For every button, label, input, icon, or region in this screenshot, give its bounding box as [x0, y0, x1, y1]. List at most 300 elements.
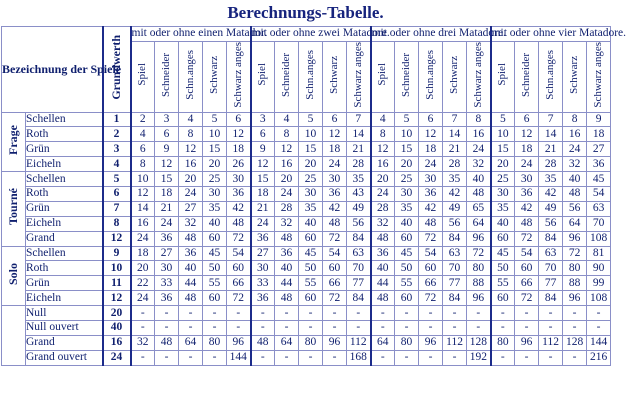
- value-cell: 12: [131, 187, 155, 202]
- value-cell: 72: [563, 246, 587, 261]
- value-cell: -: [347, 321, 371, 336]
- value-cell: 5: [203, 112, 227, 127]
- category-label: Solo: [6, 262, 20, 285]
- base-value: 4: [103, 157, 131, 172]
- value-cell: 12: [251, 157, 275, 172]
- value-cell: 80: [395, 335, 419, 350]
- value-cell: -: [395, 306, 419, 321]
- value-cell: 35: [539, 172, 563, 187]
- value-cell: 50: [395, 261, 419, 276]
- value-cell: 8: [275, 127, 299, 142]
- value-cell: -: [563, 321, 587, 336]
- value-cell: 77: [347, 276, 371, 291]
- header-subcol: [395, 41, 419, 112]
- value-cell: 6: [131, 142, 155, 157]
- base-value: 1: [103, 112, 131, 127]
- base-value: 9: [103, 246, 131, 261]
- value-cell: -: [515, 306, 539, 321]
- value-cell: 72: [227, 291, 251, 306]
- value-cell: 54: [515, 246, 539, 261]
- value-cell: 60: [203, 291, 227, 306]
- value-cell: 70: [587, 216, 611, 231]
- game-name: Roth: [26, 187, 103, 202]
- header-subcol: [179, 41, 203, 112]
- value-cell: 48: [275, 291, 299, 306]
- value-cell: -: [131, 306, 155, 321]
- value-cell: 43: [347, 187, 371, 202]
- value-cell: 32: [371, 216, 395, 231]
- value-cell: 12: [371, 142, 395, 157]
- header-subcol-label: Schneider: [280, 52, 292, 97]
- value-cell: 45: [395, 246, 419, 261]
- value-cell: 16: [563, 127, 587, 142]
- value-cell: 64: [179, 335, 203, 350]
- value-cell: 72: [419, 231, 443, 246]
- value-cell: 21: [347, 142, 371, 157]
- category-cell: [2, 306, 26, 366]
- value-cell: -: [563, 306, 587, 321]
- value-cell: 15: [203, 142, 227, 157]
- value-cell: 36: [587, 157, 611, 172]
- value-cell: -: [491, 306, 515, 321]
- value-cell: 108: [587, 291, 611, 306]
- value-cell: 45: [299, 246, 323, 261]
- value-cell: 70: [443, 261, 467, 276]
- value-cell: 66: [515, 276, 539, 291]
- value-cell: 24: [251, 216, 275, 231]
- value-cell: -: [227, 321, 251, 336]
- value-cell: 42: [539, 187, 563, 202]
- value-cell: 25: [203, 172, 227, 187]
- value-cell: 49: [347, 201, 371, 216]
- value-cell: 40: [371, 261, 395, 276]
- value-cell: 21: [251, 201, 275, 216]
- value-cell: 70: [539, 261, 563, 276]
- value-cell: 35: [203, 201, 227, 216]
- value-cell: 144: [227, 350, 251, 365]
- value-cell: 50: [491, 261, 515, 276]
- header-subcol-label: Schneider: [400, 52, 413, 97]
- value-cell: 48: [323, 216, 347, 231]
- value-cell: 112: [539, 335, 563, 350]
- value-cell: 25: [491, 172, 515, 187]
- table-row: [2, 335, 611, 350]
- header-group-1: mit oder ohne einen Matador.: [131, 27, 251, 42]
- value-cell: -: [323, 306, 347, 321]
- base-value: 11: [103, 276, 131, 291]
- value-cell: 48: [251, 335, 275, 350]
- value-cell: 10: [299, 127, 323, 142]
- base-value: 40: [103, 321, 131, 336]
- value-cell: 66: [419, 276, 443, 291]
- value-cell: 112: [347, 335, 371, 350]
- value-cell: 36: [275, 246, 299, 261]
- value-cell: 24: [419, 157, 443, 172]
- value-cell: 66: [227, 276, 251, 291]
- category-cell: [2, 172, 26, 246]
- value-cell: 20: [275, 172, 299, 187]
- header-subcol-label: Schn.anges: [304, 49, 316, 100]
- value-cell: 84: [539, 291, 563, 306]
- value-cell: 60: [395, 291, 419, 306]
- value-cell: 27: [251, 246, 275, 261]
- value-cell: 15: [491, 142, 515, 157]
- value-cell: 8: [371, 127, 395, 142]
- value-cell: 36: [515, 187, 539, 202]
- value-cell: 42: [443, 187, 467, 202]
- value-cell: 24: [275, 187, 299, 202]
- value-cell: 40: [563, 172, 587, 187]
- value-cell: 63: [347, 246, 371, 261]
- value-cell: 60: [491, 291, 515, 306]
- base-value: 3: [103, 142, 131, 157]
- value-cell: 90: [587, 261, 611, 276]
- value-cell: 25: [299, 172, 323, 187]
- value-cell: -: [275, 350, 299, 365]
- value-cell: -: [347, 306, 371, 321]
- value-cell: 20: [371, 172, 395, 187]
- value-cell: 80: [563, 261, 587, 276]
- value-cell: 16: [467, 127, 491, 142]
- value-cell: 88: [563, 276, 587, 291]
- value-cell: -: [491, 321, 515, 336]
- value-cell: 14: [539, 127, 563, 142]
- value-cell: 7: [443, 112, 467, 127]
- calculation-table: [1, 26, 626, 366]
- value-cell: -: [203, 321, 227, 336]
- value-cell: 50: [203, 261, 227, 276]
- value-cell: 2: [131, 112, 155, 127]
- value-cell: 27: [155, 246, 179, 261]
- header-subcol: [227, 41, 251, 112]
- value-cell: 84: [443, 231, 467, 246]
- value-cell: 42: [419, 201, 443, 216]
- value-cell: 18: [155, 187, 179, 202]
- value-cell: 80: [491, 335, 515, 350]
- value-cell: -: [251, 350, 275, 365]
- header-subcol: [539, 41, 563, 112]
- base-value: 6: [103, 187, 131, 202]
- value-cell: 6: [155, 127, 179, 142]
- value-cell: 48: [563, 187, 587, 202]
- value-cell: 36: [323, 187, 347, 202]
- value-cell: 9: [251, 142, 275, 157]
- value-cell: 99: [587, 276, 611, 291]
- header-subcol-label: Schwarz: [328, 55, 340, 94]
- value-cell: 63: [587, 201, 611, 216]
- value-cell: 32: [131, 335, 155, 350]
- value-cell: 30: [155, 261, 179, 276]
- value-cell: 24: [131, 231, 155, 246]
- value-cell: 35: [347, 172, 371, 187]
- value-cell: 64: [563, 216, 587, 231]
- header-subcol: [131, 41, 155, 112]
- value-cell: 45: [491, 246, 515, 261]
- value-cell: 9: [155, 142, 179, 157]
- value-cell: 40: [203, 216, 227, 231]
- game-name: Grün: [26, 276, 103, 291]
- value-cell: 28: [275, 201, 299, 216]
- value-cell: -: [299, 306, 323, 321]
- value-cell: 42: [515, 201, 539, 216]
- value-cell: 80: [203, 335, 227, 350]
- game-name: Schellen: [26, 246, 103, 261]
- value-cell: 30: [491, 187, 515, 202]
- value-cell: 6: [323, 112, 347, 127]
- value-cell: -: [155, 306, 179, 321]
- value-cell: 18: [587, 127, 611, 142]
- value-cell: -: [323, 321, 347, 336]
- header-subcol: [347, 41, 371, 112]
- base-value: 10: [103, 261, 131, 276]
- value-cell: 36: [251, 291, 275, 306]
- table-row: [2, 231, 611, 246]
- value-cell: 96: [227, 335, 251, 350]
- header-subcol-label: Schwarz anges: [592, 41, 605, 108]
- page-title: Berechnungs-Tabelle.: [227, 3, 384, 22]
- value-cell: 8: [563, 112, 587, 127]
- value-cell: 36: [179, 246, 203, 261]
- value-cell: 72: [467, 246, 491, 261]
- category-label: Frage: [6, 124, 20, 155]
- value-cell: 45: [203, 246, 227, 261]
- value-cell: 26: [227, 157, 251, 172]
- game-name: Eicheln: [26, 291, 103, 306]
- value-cell: 72: [323, 231, 347, 246]
- value-cell: 15: [155, 172, 179, 187]
- value-cell: -: [539, 306, 563, 321]
- value-cell: 10: [491, 127, 515, 142]
- table-row: [2, 216, 611, 231]
- value-cell: -: [563, 350, 587, 365]
- value-cell: -: [395, 321, 419, 336]
- value-cell: 56: [563, 201, 587, 216]
- value-cell: 14: [443, 127, 467, 142]
- base-value: 5: [103, 172, 131, 187]
- value-cell: 40: [395, 216, 419, 231]
- value-cell: 6: [515, 112, 539, 127]
- game-name: Grün: [26, 142, 103, 157]
- value-cell: 32: [467, 157, 491, 172]
- value-cell: 48: [371, 231, 395, 246]
- value-cell: 40: [275, 261, 299, 276]
- value-cell: 30: [227, 172, 251, 187]
- value-cell: 18: [419, 142, 443, 157]
- value-cell: 56: [443, 216, 467, 231]
- value-cell: 32: [563, 157, 587, 172]
- value-cell: 77: [443, 276, 467, 291]
- value-cell: 80: [299, 335, 323, 350]
- value-cell: -: [443, 321, 467, 336]
- value-cell: 72: [515, 291, 539, 306]
- value-cell: 24: [323, 157, 347, 172]
- header-subcol: [323, 41, 347, 112]
- table-row: [2, 350, 611, 365]
- value-cell: 64: [467, 216, 491, 231]
- value-cell: 7: [539, 112, 563, 127]
- value-cell: 8: [179, 127, 203, 142]
- value-cell: 14: [347, 127, 371, 142]
- header-subcol: [299, 41, 323, 112]
- value-cell: 49: [443, 201, 467, 216]
- value-cell: 66: [323, 276, 347, 291]
- value-cell: 84: [443, 291, 467, 306]
- value-cell: 5: [395, 112, 419, 127]
- header-grundwerth-label: Grundwerth: [109, 34, 123, 100]
- value-cell: 48: [515, 216, 539, 231]
- header-game-name: Bezeichnung der Spiele: [2, 27, 103, 113]
- value-cell: 55: [299, 276, 323, 291]
- value-cell: 18: [251, 187, 275, 202]
- value-cell: 35: [443, 172, 467, 187]
- value-cell: 36: [419, 187, 443, 202]
- value-cell: -: [491, 350, 515, 365]
- value-cell: 7: [347, 112, 371, 127]
- base-value: 8: [103, 216, 131, 231]
- header-subcol: [467, 41, 491, 112]
- value-cell: 96: [323, 335, 347, 350]
- value-cell: 12: [419, 127, 443, 142]
- value-cell: -: [371, 350, 395, 365]
- value-cell: 60: [395, 231, 419, 246]
- value-cell: 14: [131, 201, 155, 216]
- value-cell: 65: [467, 201, 491, 216]
- header-subcol-label: Spiel: [496, 63, 509, 87]
- table-row: [2, 306, 611, 321]
- value-cell: 144: [587, 335, 611, 350]
- value-cell: 16: [131, 216, 155, 231]
- header-subcol-label: Schneider: [520, 52, 533, 97]
- value-cell: -: [371, 321, 395, 336]
- value-cell: 35: [491, 201, 515, 216]
- game-name: Null: [26, 306, 103, 321]
- value-cell: -: [323, 350, 347, 365]
- value-cell: 30: [203, 187, 227, 202]
- value-cell: 60: [491, 231, 515, 246]
- value-cell: -: [539, 321, 563, 336]
- value-cell: 50: [299, 261, 323, 276]
- value-cell: 6: [251, 127, 275, 142]
- header-group-4: mit oder ohne vier Matadore.: [491, 27, 611, 42]
- category-cell: [2, 112, 26, 172]
- value-cell: 18: [131, 246, 155, 261]
- value-cell: 84: [347, 231, 371, 246]
- value-cell: 63: [539, 246, 563, 261]
- value-cell: 60: [299, 291, 323, 306]
- value-cell: 5: [299, 112, 323, 127]
- value-cell: 24: [371, 187, 395, 202]
- value-cell: 24: [155, 216, 179, 231]
- value-cell: -: [251, 306, 275, 321]
- value-cell: -: [443, 306, 467, 321]
- game-name: Schellen: [26, 172, 103, 187]
- header-subcol: [563, 41, 587, 112]
- value-cell: 24: [179, 187, 203, 202]
- value-cell: 24: [515, 157, 539, 172]
- value-cell: -: [179, 350, 203, 365]
- value-cell: 72: [227, 231, 251, 246]
- value-cell: 96: [515, 335, 539, 350]
- value-cell: 96: [563, 231, 587, 246]
- value-cell: -: [203, 350, 227, 365]
- value-cell: 30: [419, 172, 443, 187]
- header-subcol-label: Schwarz anges: [351, 41, 364, 108]
- value-cell: 44: [371, 276, 395, 291]
- value-cell: -: [299, 350, 323, 365]
- game-name: Grün: [26, 201, 103, 216]
- value-cell: -: [275, 321, 299, 336]
- value-cell: -: [467, 306, 491, 321]
- value-cell: 96: [467, 291, 491, 306]
- value-cell: 28: [539, 157, 563, 172]
- value-cell: 88: [467, 276, 491, 291]
- value-cell: 168: [347, 350, 371, 365]
- value-cell: 21: [539, 142, 563, 157]
- value-cell: 10: [203, 127, 227, 142]
- value-cell: 4: [179, 112, 203, 127]
- header-subcol-label: Schwarz anges: [471, 41, 484, 108]
- value-cell: 42: [323, 201, 347, 216]
- value-cell: 55: [395, 276, 419, 291]
- value-cell: 4: [371, 112, 395, 127]
- value-cell: 3: [155, 112, 179, 127]
- value-cell: 32: [275, 216, 299, 231]
- value-cell: -: [203, 306, 227, 321]
- value-cell: 24: [563, 142, 587, 157]
- value-cell: 20: [395, 157, 419, 172]
- value-cell: 54: [323, 246, 347, 261]
- table-row: [2, 172, 611, 187]
- value-cell: 20: [491, 157, 515, 172]
- value-cell: 36: [251, 231, 275, 246]
- table-row: [2, 276, 611, 291]
- value-cell: 60: [203, 231, 227, 246]
- value-cell: 21: [155, 201, 179, 216]
- game-name: Roth: [26, 127, 103, 142]
- value-cell: 18: [227, 142, 251, 157]
- value-cell: -: [179, 321, 203, 336]
- game-name: Grand: [26, 335, 103, 350]
- value-cell: -: [155, 321, 179, 336]
- value-cell: 42: [227, 201, 251, 216]
- table-row: [2, 291, 611, 306]
- value-cell: -: [131, 321, 155, 336]
- header-subcol: [275, 41, 299, 112]
- value-cell: -: [587, 306, 611, 321]
- value-cell: 48: [179, 291, 203, 306]
- header-subcol: [443, 41, 467, 112]
- base-value: 20: [103, 306, 131, 321]
- value-cell: 60: [419, 261, 443, 276]
- value-cell: 40: [179, 261, 203, 276]
- value-cell: 33: [155, 276, 179, 291]
- header-subcol: [203, 41, 227, 112]
- category-label: Tourné: [6, 188, 20, 226]
- header-subcol: [419, 41, 443, 112]
- value-cell: 15: [299, 142, 323, 157]
- value-cell: 8: [131, 157, 155, 172]
- game-name: Eicheln: [26, 216, 103, 231]
- value-cell: 15: [251, 172, 275, 187]
- value-cell: 60: [227, 261, 251, 276]
- base-value: 7: [103, 201, 131, 216]
- header-subcol-label: Spiel: [136, 63, 149, 87]
- value-cell: 35: [395, 201, 419, 216]
- value-cell: 20: [299, 157, 323, 172]
- value-cell: -: [227, 306, 251, 321]
- header-group-2: mit oder ohne zwei Matadore.: [251, 27, 371, 42]
- header-subcol-label: Spiel: [256, 63, 269, 87]
